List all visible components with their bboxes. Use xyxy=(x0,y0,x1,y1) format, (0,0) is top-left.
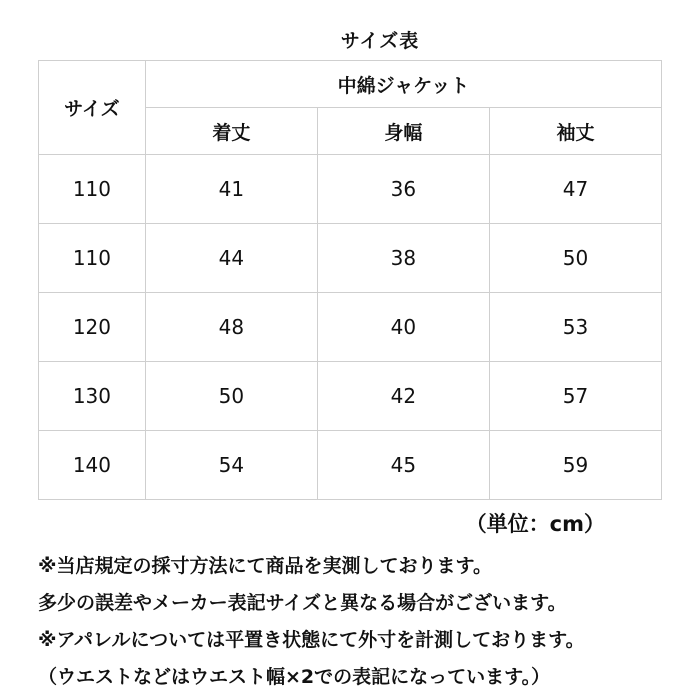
size-cell: 130 xyxy=(39,362,146,431)
table-row xyxy=(39,362,662,431)
table-row xyxy=(39,224,662,293)
column-header-sleeve: 袖丈 xyxy=(489,108,661,155)
size-table xyxy=(38,60,662,500)
value-cell: 50 xyxy=(489,224,661,293)
notes xyxy=(38,548,688,696)
size-header: サイズ xyxy=(39,61,146,155)
value-cell: 47 xyxy=(489,155,661,224)
value-cell: 38 xyxy=(317,224,489,293)
value-cell: 42 xyxy=(317,362,489,431)
value-cell: 54 xyxy=(145,431,317,500)
column-header-length: 着丈 xyxy=(145,108,317,155)
value-cell: 50 xyxy=(145,362,317,431)
unit-label: （単位：cm） xyxy=(465,512,605,536)
table-row xyxy=(39,293,662,362)
size-cell: 110 xyxy=(39,155,146,224)
value-cell: 41 xyxy=(145,155,317,224)
note-line: 多少の誤差やメーカー表記サイズと異なる場合がございます。 xyxy=(38,592,567,614)
value-cell: 48 xyxy=(145,293,317,362)
value-cell: 44 xyxy=(145,224,317,293)
size-cell: 120 xyxy=(39,293,146,362)
table-row xyxy=(39,155,662,224)
group-header: 中綿ジャケット xyxy=(145,61,661,108)
value-cell: 40 xyxy=(317,293,489,362)
value-cell: 45 xyxy=(317,431,489,500)
note-line: ※アパレルについては平置き状態にて外寸を計測しております。 xyxy=(38,629,585,651)
page-title: サイズ表 xyxy=(340,30,420,52)
table-row xyxy=(39,431,662,500)
value-cell: 36 xyxy=(317,155,489,224)
size-cell: 140 xyxy=(39,431,146,500)
note-line: ※当店規定の採寸方法にて商品を実測しております。 xyxy=(38,555,492,577)
value-cell: 59 xyxy=(489,431,661,500)
size-cell: 110 xyxy=(39,224,146,293)
column-header-width: 身幅 xyxy=(317,108,489,155)
value-cell: 53 xyxy=(489,293,661,362)
value-cell: 57 xyxy=(489,362,661,431)
note-line: （ウエストなどはウエスト幅×2での表記になっています。） xyxy=(38,666,551,688)
